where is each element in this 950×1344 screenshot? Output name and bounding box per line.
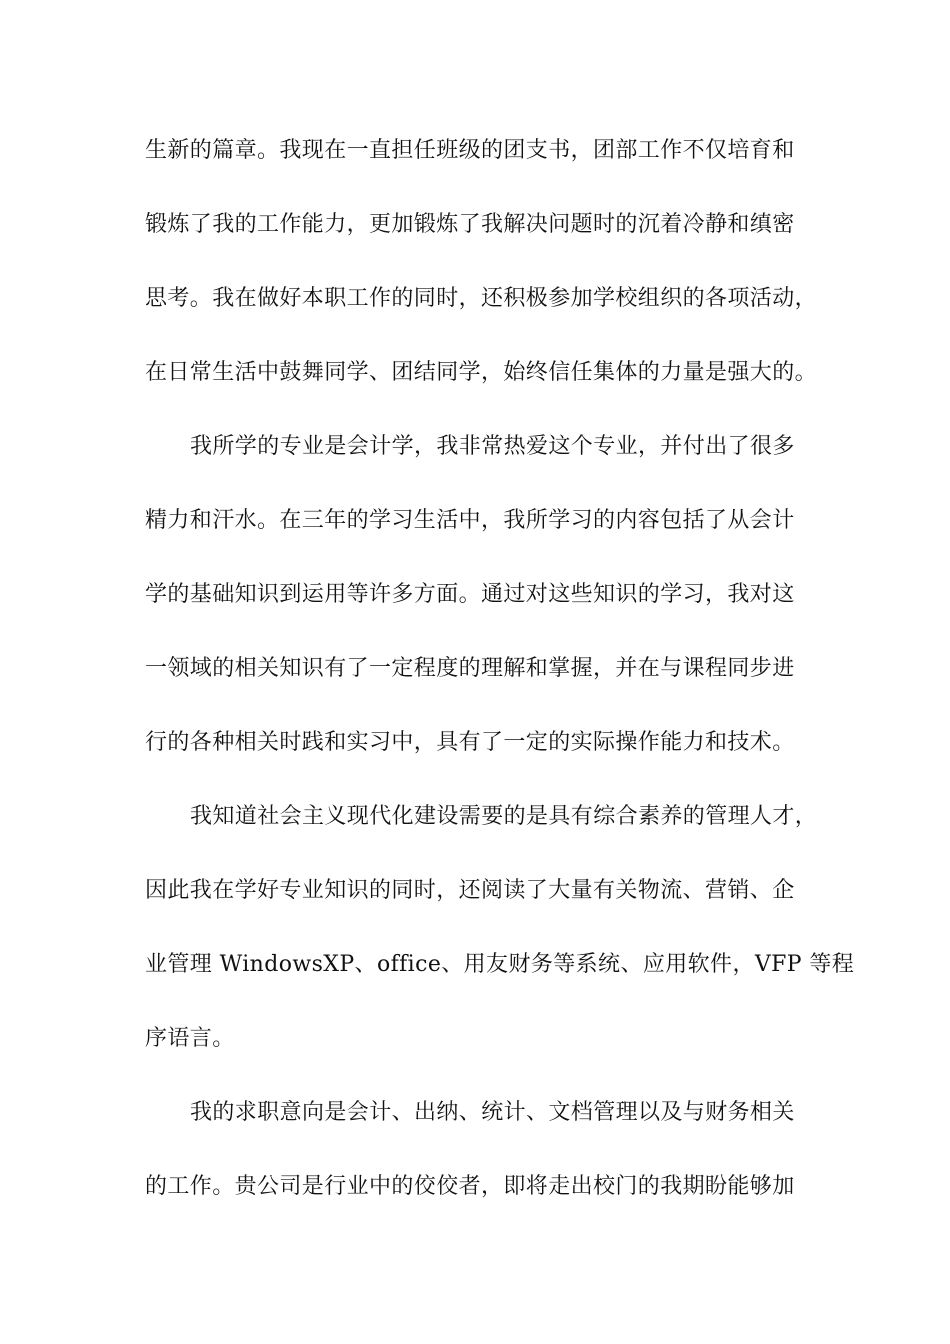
text-line: 序语言。	[145, 1026, 235, 1051]
text-line: 精力和汗水。在三年的学习生活中，我所学习的内容包括了从会计	[145, 508, 795, 533]
paragraph-start-line: 我的求职意向是会计、出纳、统计、文档管理以及与财务相关	[190, 1100, 795, 1125]
paragraph-start-line: 我所学的专业是会计学，我非常热爱这个专业，并付出了很多	[190, 434, 795, 459]
text-line: 因此我在学好专业知识的同时，还阅读了大量有关物流、营销、企	[145, 878, 795, 903]
text-line: 行的各种相关时践和实习中，具有了一定的实际操作能力和技术。	[145, 730, 795, 755]
text-line: 学的基础知识到运用等许多方面。通过对这些知识的学习，我对这	[145, 582, 795, 607]
text-line: 的工作。贵公司是行业中的佼佼者，即将走出校门的我期盼能够加	[145, 1174, 795, 1199]
text-line: 一领域的相关知识有了一定程度的理解和掌握，并在与课程同步进	[145, 656, 795, 681]
text-line: 锻炼了我的工作能力，更加锻炼了我解决问题时的沉着冷静和缜密	[145, 212, 795, 237]
text-line: 在日常生活中鼓舞同学、团结同学，始终信任集体的力量是强大的。	[145, 360, 818, 385]
paragraph-start-line: 我知道社会主义现代化建设需要的是具有综合素养的管理人才，	[190, 804, 818, 829]
document-body	[145, 128, 855, 1238]
text-line: 思考。我在做好本职工作的同时，还积极参加学校组织的各项活动，	[145, 286, 818, 311]
text-line: 生新的篇章。我现在一直担任班级的团支书，团部工作不仅培育和	[145, 138, 795, 163]
text-line: 业管理 WindowsXP、office、用友财务等系统、应用软件，VFP 等程	[145, 952, 855, 977]
